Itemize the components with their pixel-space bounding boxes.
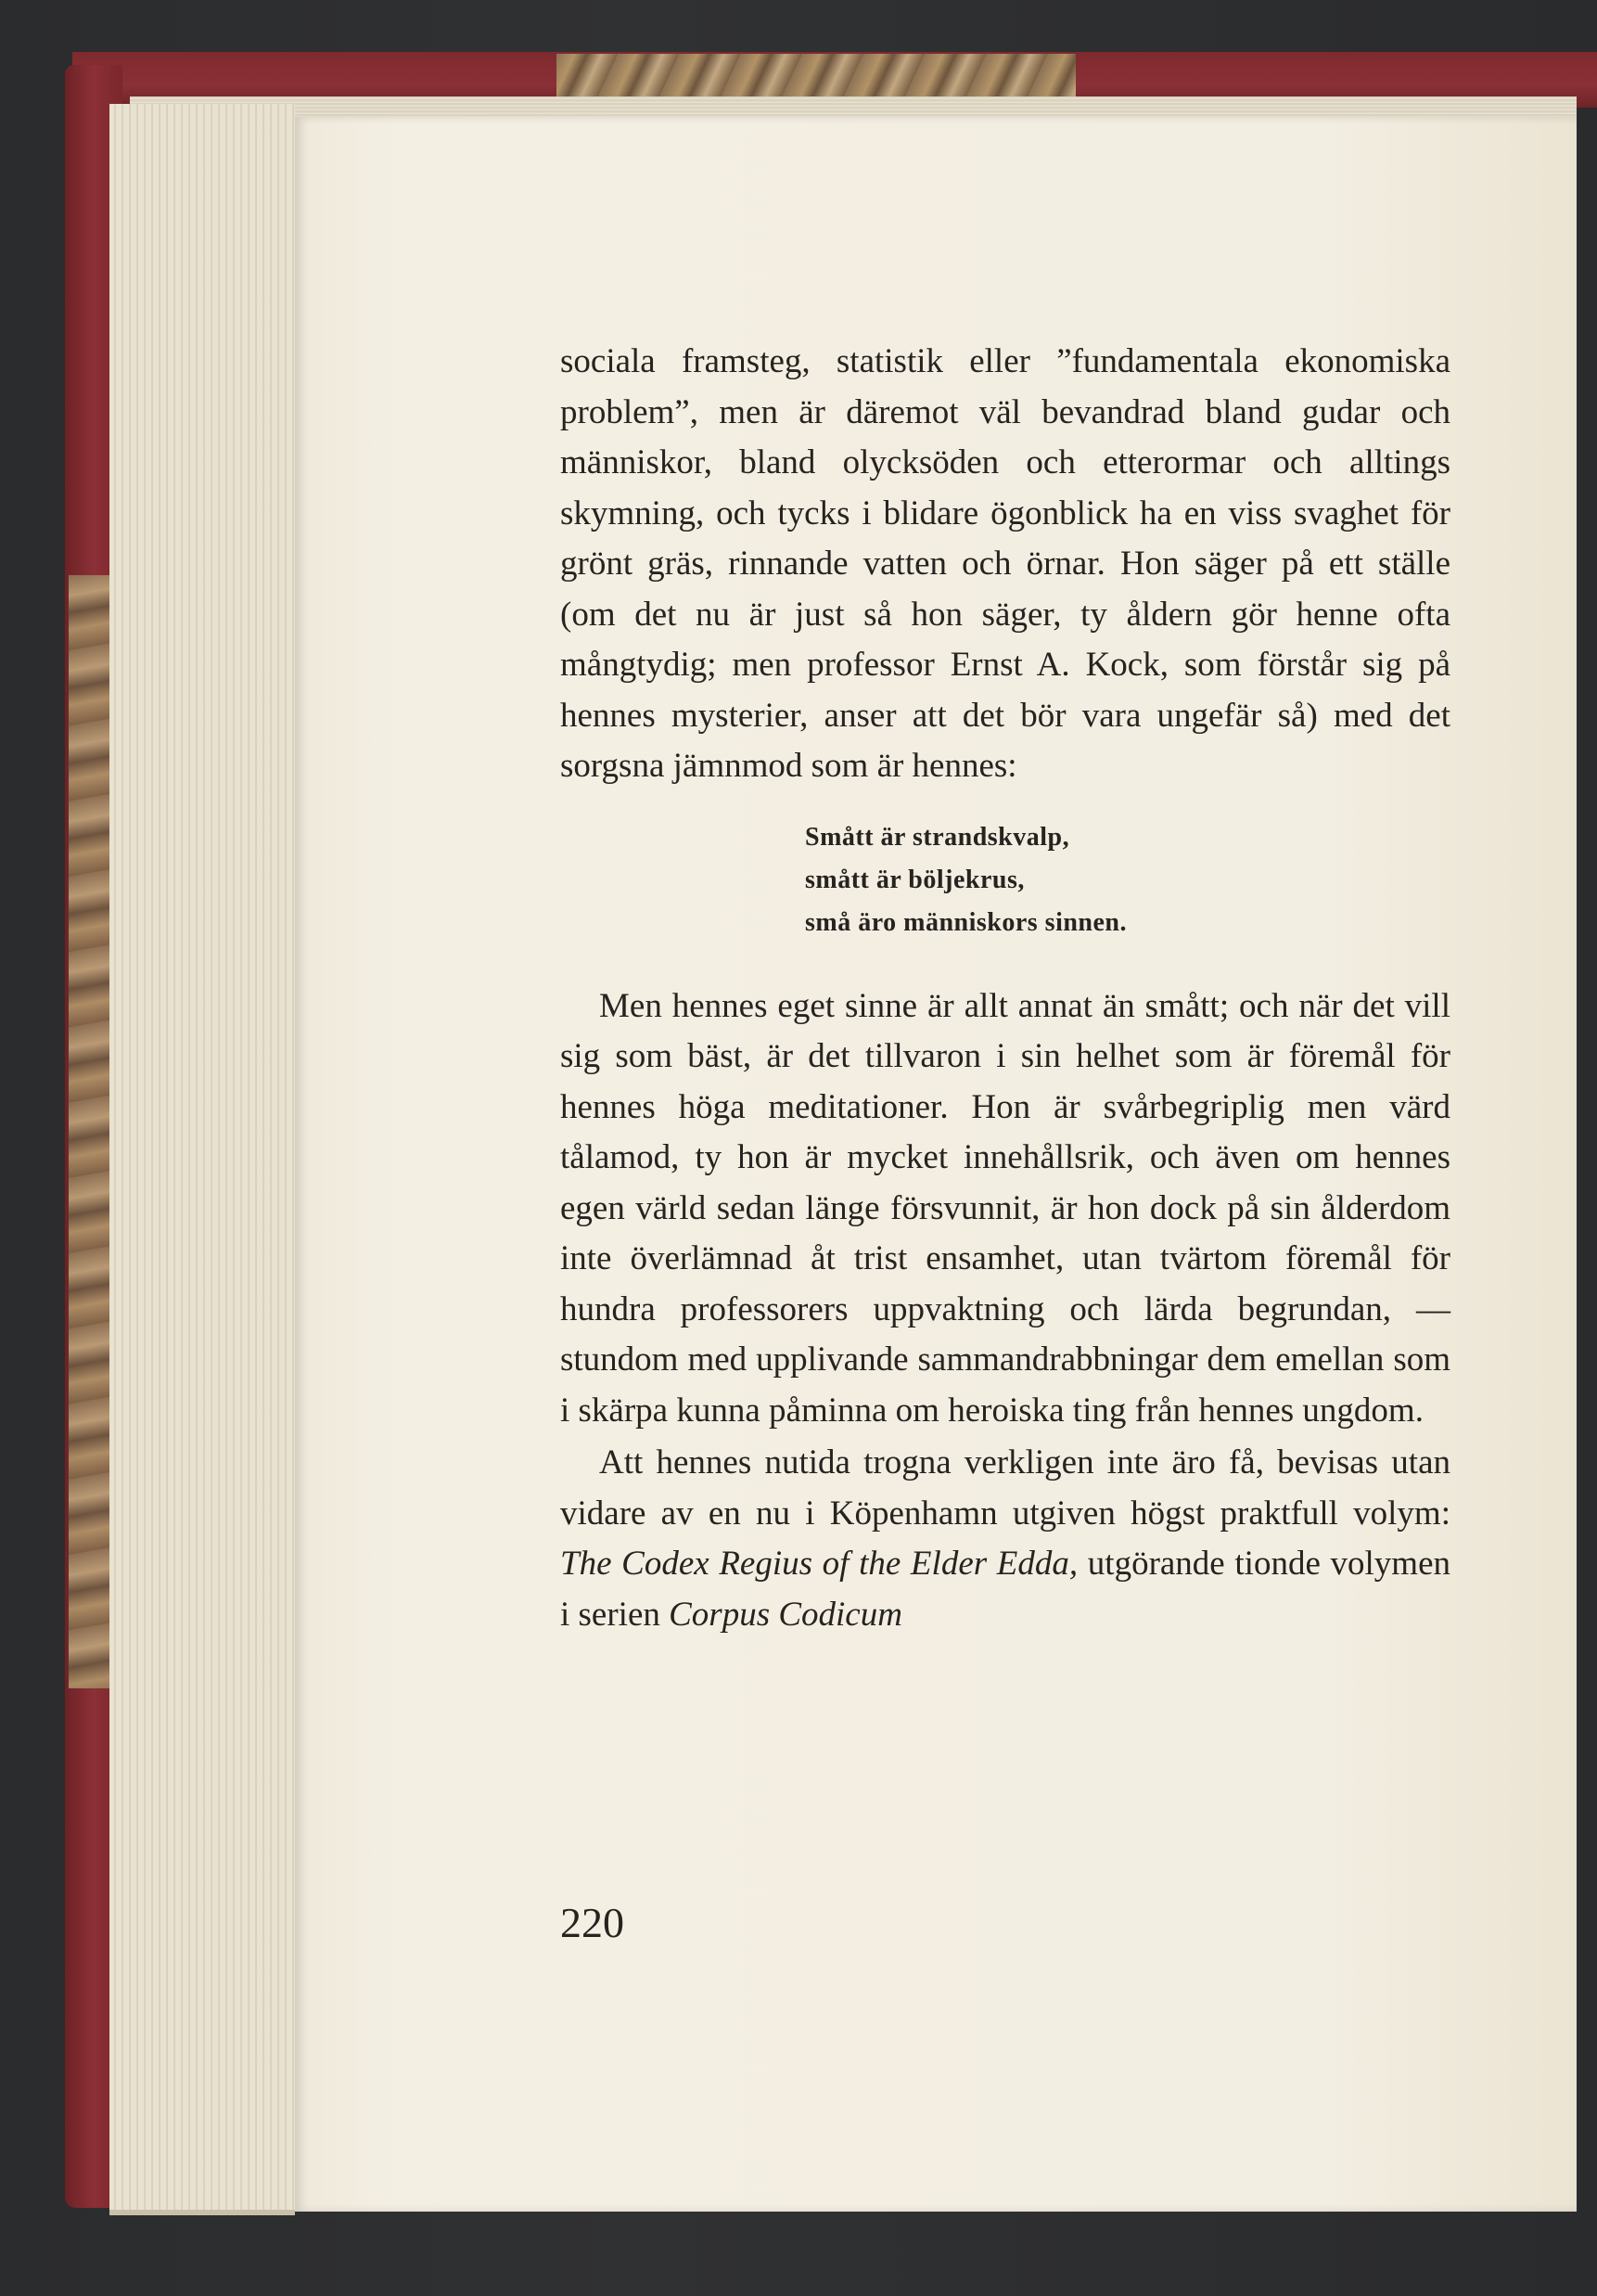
paragraph-3-middle: utgörande tionde volymen i serien: [560, 1545, 1450, 1634]
page-number: 220: [560, 1899, 624, 1946]
marbled-endpaper-top: [556, 54, 1076, 98]
series-title: Corpus Codicum: [669, 1595, 902, 1634]
page-text: [560, 337, 1450, 1640]
book-title: The Codex Regius of the Elder Edda,: [560, 1545, 1079, 1583]
marbled-endpaper-left: [69, 575, 115, 1688]
paragraph-3-text: Att hennes nutida trogna verkligen inte äro få, bevisas utan vidare av en nu i Köpenhamn utgiven högst praktfull volym:: [560, 1443, 1450, 1533]
paragraph-3: [560, 1438, 1450, 1640]
paragraph-2: Men hennes eget sinne är allt annat än smått; och när det vill sig som bäst, är det tillvaron i sin helhet som är föremål för hennes höga meditationer. Hon är svårbegriplig men värd tålamod, ty hon är mycket innehållsrik, och även om hennes egen värld sedan länge försvunnit, är hon dock på sin ålderdom inte överlämnad åt trist ensamhet, utan tvärtom föremål för hundra professorers uppvaktning och lärda begrundan, — stundom med upplivande sammandrabbningar dem emellan som i skärpa kunna påminna om heroiska ting från hennes ungdom.: [560, 986, 1450, 1430]
verse-line-1: Smått är strandskvalp,: [805, 822, 1070, 852]
page-top-edges: [130, 96, 1577, 117]
verse-line-3: små äro människors sinnen.: [805, 907, 1128, 937]
paragraph-1: sociala framsteg, statistik eller ”fundamentala ekonomiska problem”, men är däremot väl bevandrad bland gudar och människor, bland olycksöden och etterormar och alltings skymning, och tycks i blidare ögonblick ha en viss svaghet för grönt gräs, rinnande vatten och örnar. Hon säger på ett ställe (om det nu är just så hon säger, ty åldern gör henne ofta mångtydig; men professor Ernst A. Kock, som förstår sig på hennes mysterier, anser att det bör vara ungefär så) med det sorgsna jämnmod som är hennes:: [560, 342, 1450, 785]
page-side-edges: [109, 104, 295, 2215]
verse-line-2: smått är böljekrus,: [805, 865, 1025, 894]
verse-quote: [805, 816, 1450, 944]
